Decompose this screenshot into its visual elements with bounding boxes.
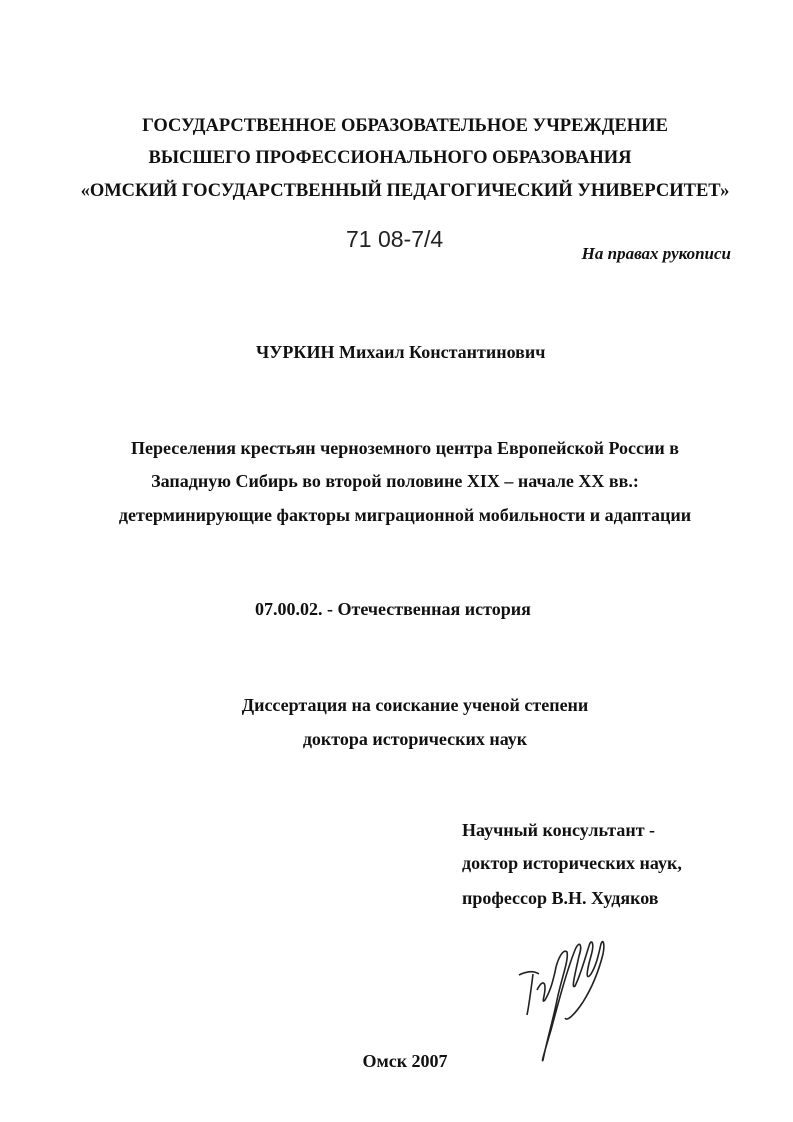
degree-line-2: доктора исторических наук [302,729,528,749]
author-name: ЧУРКИН Михаил Константинович [256,342,546,362]
manuscript-note: На правах рукописи [581,244,731,263]
advisor-line-1: Научный консультант - [462,820,656,840]
title-line-1: Переселения крестьян черноземного центра Европейской России в [131,438,679,458]
institution-line-3: «ОМСКИЙ ГОСУДАРСТВЕННЫЙ ПЕДАГОГИЧЕСКИЙ УНИВЕРСИТЕТ» [80,181,730,201]
catalog-number: 71 08-7/4 [346,226,444,252]
institution-line-1: ГОСУДАРСТВЕННОЕ ОБРАЗОВАТЕЛЬНОЕ УЧРЕЖДЕНИЕ [142,116,668,136]
advisor-line-3: профессор В.Н. Худяков [462,888,659,908]
degree-line-1: Диссертация на соискание ученой степени [241,695,589,715]
signature [505,930,615,1065]
title-line-3: детерминирующие факторы миграционной мобильности и адаптации [118,505,692,525]
institution-line-2: ВЫСШЕГО ПРОФЕССИОНАЛЬНОГО ОБРАЗОВАНИЯ [148,148,632,168]
title-line-2: Западную Сибирь во второй половине XIX – начале XX вв.: [151,471,639,491]
place-year: Омск 2007 [362,1051,448,1071]
specialty: 07.00.02. - Отечественная история [255,599,531,619]
advisor-line-2: доктор исторических наук, [462,853,682,873]
